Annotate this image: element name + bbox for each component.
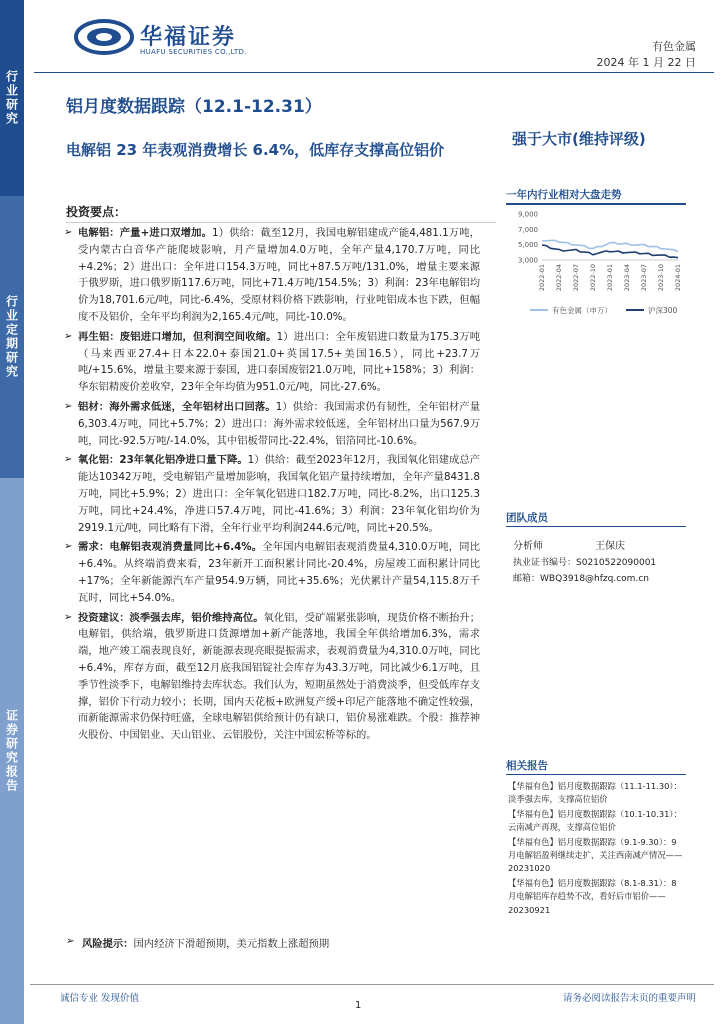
sidebar <box>0 0 24 1024</box>
section-heading: 投资要点： <box>66 205 127 219</box>
y-tick-label: 7,000 <box>517 225 538 234</box>
analyst-role: 分析师 <box>513 541 543 552</box>
point-text: 1）供给：截至2023年12月，我国氧化铝建成总产能达10342万吨，受电解铝产量增加影响，我国氧化铝产量持续增加，全年产量8431.8万吨，同比+5.9%；2）进出口：全年氧化铝进口182.7万吨，同比-8.2%，出口125.3万吨，同比+24.4%，净进口57.4万吨，同比-41.6%；3）利润：23年氧化铝均价为2919.1元/吨，同比略有下滑，全年行业平均利润244.6元/吨，同比+20.5%。 <box>78 454 480 534</box>
sidebar-block-industry <box>0 0 24 196</box>
risk-text: 国内经济下滑超预期，美元指数上涨超预期 <box>133 938 330 950</box>
related-title: 相关报告 <box>506 760 548 772</box>
trend-chart <box>500 206 690 318</box>
sidebar-label: 行业定期研究 <box>4 295 19 379</box>
x-tick-label: 2022-01 <box>538 264 546 292</box>
y-tick-label: 5,000 <box>517 241 538 250</box>
team-title-rule <box>506 526 686 527</box>
investment-points <box>62 225 480 747</box>
chart-title-rule <box>506 203 686 205</box>
analyst-name: 王保庆 <box>595 541 625 552</box>
x-tick-label: 2023-07 <box>640 264 648 292</box>
arrow-bullet-icon: ➢ <box>64 400 73 412</box>
footer-divider <box>30 984 714 985</box>
y-tick-label: 3,000 <box>517 256 538 265</box>
point-alumina <box>62 452 480 536</box>
point-text: 1）供给：截至12月，我国电解铝建成产能4,481.1万吨，受内蒙古白音华产能爬坡影响，月产量增加4.0万吨，全年产量4,170.7万吨，同比+4.2%；2）进出口：全年进口154.3万吨，同比+87.5万吨/131.0%，增量主要来源于俄罗斯，进口俄罗斯117.6万吨，同比+71.4万吨/154.5%；3）利润：23年电解铝均价为18,701.6元/吨，同比-6.4%，受原材料价格下跌影响，行业吨铝成本也下跌，但幅度不及铝价，全年平均利润为2,165.4元/吨，同比-10.0%。 <box>78 227 480 323</box>
analyst-email[interactable]: 邮箱：WBQ3918@hfzq.com.cn <box>513 574 649 584</box>
section-divider <box>66 222 496 223</box>
brand-logo-icon <box>74 18 134 56</box>
legend-label-csi300: 沪深300 <box>648 306 678 315</box>
x-tick-label: 2022-07 <box>572 264 580 292</box>
point-aluminum <box>62 225 480 326</box>
rating-label: 强于大市(维持评级) <box>512 130 646 148</box>
point-investment <box>62 610 480 744</box>
team-title: 团队成员 <box>506 512 548 524</box>
sidebar-label: 行业研究 <box>4 70 19 126</box>
point-heading: 需求：电解铝表观消费量同比+6.4%。 <box>78 541 263 554</box>
point-demand <box>62 539 480 606</box>
x-tick-label: 2023-01 <box>606 264 614 292</box>
header-divider <box>34 72 714 73</box>
risk-heading: 风险提示： <box>82 938 134 950</box>
x-tick-label: 2023-10 <box>657 264 665 292</box>
legend-label-nonferrous: 有色金属（申万） <box>552 306 612 315</box>
sidebar-block-report <box>0 478 24 1024</box>
point-recycled <box>62 329 480 396</box>
chart-title: 一年内行业相对大盘走势 <box>506 189 622 201</box>
point-text: 1）供给：我国需求仍有韧性，全年铝材产量6,303.4万吨，同比+5.7%；2）进出口：海外需求较低迷，全年铝材出口量为567.9万吨，同比-92.5万吨/-14.0%，其中铝板带同比-22.4%，铝箔同比-10.6%。 <box>78 400 480 447</box>
arrow-bullet-icon: ➢ <box>64 611 73 623</box>
point-heading: 再生铝：废铝进口增加，但利润空间收缩。 <box>78 330 277 343</box>
footer-disclaimer: 请务必阅读报告末页的重要声明 <box>562 993 696 1004</box>
arrow-bullet-icon: ➢ <box>64 541 73 553</box>
arrow-bullet-icon: ➢ <box>64 227 73 238</box>
x-tick-label: 2023-04 <box>623 264 631 292</box>
related-report-link[interactable]: 【华福有色】铝月度数据跟踪（9.1-9.30）：9月电解铝盈利继续走扩，关注西南减产情况——20231020 <box>508 836 683 874</box>
point-text: 氧化铝，受矿端紧张影响，现货价格不断抬升；电解铝，供给端，俄罗斯进口货源增加+新产能落地，我国全年供给增加6.3%，需求端，地产竣工端表现良好，新能源表现亮眼提振需求，表观消费量为4,310.0万吨，同比+6.4%，库存方面，截至12月底我国铝锭社会库存为43.3万吨，同比减少6.1万吨，且季节性淡季下，电解铝维持去库状态。我们认为，短期虽然处于消费淡季，但受低库存支撑，铝价下行动力较小；长期，国内天花板+欧洲复产缓+印尼产能落地不确定性较强，而新能源需求仍保持旺盛，全球电解铝供给预计仍有缺口，铝价易涨难跌。个股：推荐神火股份、中国铝业、天山铝业、云铝股份，关注中国宏桥等标的。 <box>78 611 481 742</box>
related-list <box>508 780 684 918</box>
related-report-link[interactable]: 【华福有色】铝月度数据跟踪（11.1-11.30）：淡季强去库，支撑高位铝价 <box>508 781 682 805</box>
y-tick-label: 9,000 <box>517 210 538 219</box>
point-text: 全年国内电解铝表观消费量4,310.0万吨，同比+6.4%。从终端消费来看，23年新开工面积累计同比-20.4%，房屋竣工面积累计同比+17%；全年新能源汽车产量954.9万辆，同比+35.6%；光伏累计产量54,115.8万千瓦时，同比+54.0%。 <box>78 541 480 604</box>
arrow-bullet-icon: ➢ <box>64 330 73 342</box>
point-text: 1）进出口：全年废铝进口数量为175.3万吨（马来西亚27.4+日本22.0+泰国21.0+英国17.5+美国16.5），同比+23.7万吨/+15.6%，增量主要来源于泰国，进口泰国废铝21.0万吨，同比+158%；3）利润：华东铝精废价差收窄，23年全年均值为951.0元/吨，同比-27.6%。 <box>78 330 481 394</box>
x-tick-label: 2024-01 <box>674 264 682 292</box>
related-report-link[interactable]: 【华福有色】铝月度数据跟踪（10.1-10.31）：云南减产再现，支撑高位铝价 <box>508 808 682 833</box>
report-date: 2024 年 1 月 22 日 <box>596 56 696 69</box>
footer-slogan: 诚信专业 发现价值 <box>60 993 140 1004</box>
page-number: 1 <box>355 1000 362 1011</box>
sidebar-block-periodic <box>0 196 24 478</box>
related-title-rule <box>506 774 686 775</box>
x-tick-label: 2022-04 <box>555 264 563 292</box>
brand-name: 华福证券 <box>140 25 237 50</box>
brand-name-en: HUAFU SECURITIES CO.,LTD. <box>140 48 247 56</box>
point-heading: 铝材：海外需求低迷，全年铝材出口回落。 <box>78 400 276 413</box>
point-products <box>62 399 480 449</box>
analyst-cert: 执业证书编号：S0210522090001 <box>513 558 657 568</box>
report-title: 铝月度数据跟踪（12.1-12.31） <box>66 97 322 117</box>
point-heading: 电解铝：产量+进口双增加。 <box>78 227 213 239</box>
industry-label: 有色金属 <box>652 40 696 53</box>
x-tick-label: 2022-10 <box>589 264 597 292</box>
arrow-bullet-icon: ➢ <box>64 454 73 466</box>
sidebar-label: 证券研究报告 <box>4 709 19 793</box>
arrow-bullet-icon: ➢ <box>66 935 75 947</box>
point-heading: 氧化铝：23年氧化铝净进口量下降。 <box>78 454 248 467</box>
report-subtitle: 电解铝 23 年表观消费增长 6.4%，低库存支撑高位铝价 <box>66 141 445 159</box>
point-heading: 投资建议：淡季强去库，铝价维持高位。 <box>78 611 264 624</box>
risk-warning <box>66 935 330 950</box>
related-report-link[interactable]: 【华福有色】铝月度数据跟踪（8.1-8.31）：8月电解铝库存趋势不改，看好后市铝价——20230921 <box>508 877 677 915</box>
